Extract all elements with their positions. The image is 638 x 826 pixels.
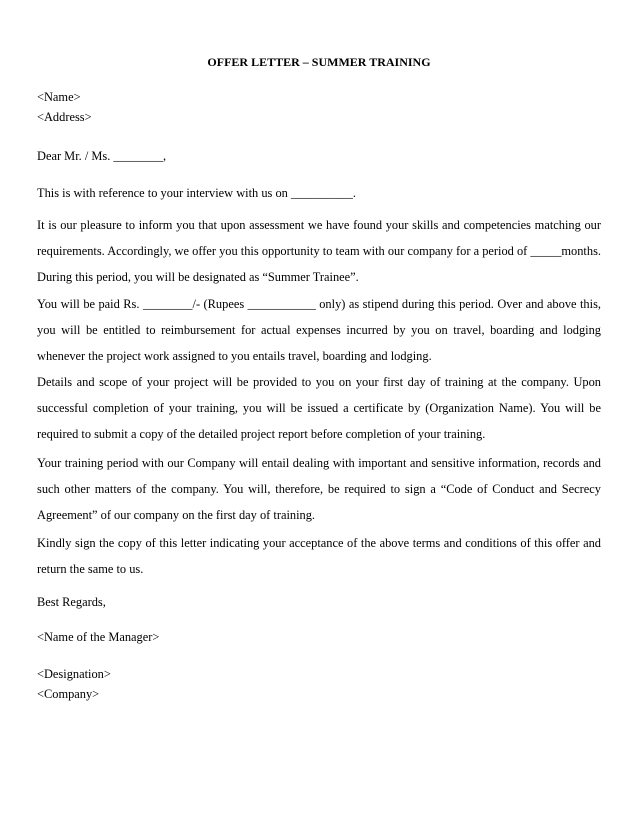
- recipient-address: <Address>: [37, 110, 92, 124]
- paragraph-stipend: You will be paid Rs. ________/- (Rupees ___________ only) as stipend during this period. Over and above this, you will be entitled to reimbursement for actual expenses incurred by you on travel, boarding and lodging whenever the project work assigned to you entails travel, boarding and lodging.: [37, 297, 601, 363]
- paragraph-confidentiality: Your training period with our Company will entail dealing with important and sensitive information, records and such other matters of the company. You will, therefore, be required to sign a “Code of Conduct and Secrecy Agreement” of our company on the first day of training.: [37, 456, 601, 522]
- manager-designation: <Designation>: [37, 667, 111, 681]
- recipient-block: [37, 87, 601, 127]
- closing: Best Regards,: [37, 595, 106, 609]
- letter-title: OFFER LETTER – SUMMER TRAINING: [207, 55, 431, 69]
- paragraph-offer: It is our pleasure to inform you that upon assessment we have found your skills and competencies matching our requirements. Accordingly, we offer you this opportunity to team with our company for a period of _____months. During this period, you will be designated as “Summer Trainee”.: [37, 218, 601, 284]
- recipient-name: <Name>: [37, 90, 81, 104]
- company-name: <Company>: [37, 687, 100, 701]
- paragraph-acceptance: Kindly sign the copy of this letter indicating your acceptance of the above terms and conditions of this offer and return the same to us.: [37, 536, 601, 576]
- salutation: Dear Mr. / Ms. ________,: [37, 149, 167, 163]
- manager-name: <Name of the Manager>: [37, 630, 160, 644]
- paragraph-reference: This is with reference to your interview with us on __________.: [37, 186, 356, 200]
- paragraph-project: Details and scope of your project will be provided to you on your first day of training at the company. Upon successful completion of your training, you will be issued a certificate by (Organization Name). You will be required to submit a copy of the detailed project report before completion of your training.: [37, 375, 601, 441]
- signature-block: [37, 664, 601, 704]
